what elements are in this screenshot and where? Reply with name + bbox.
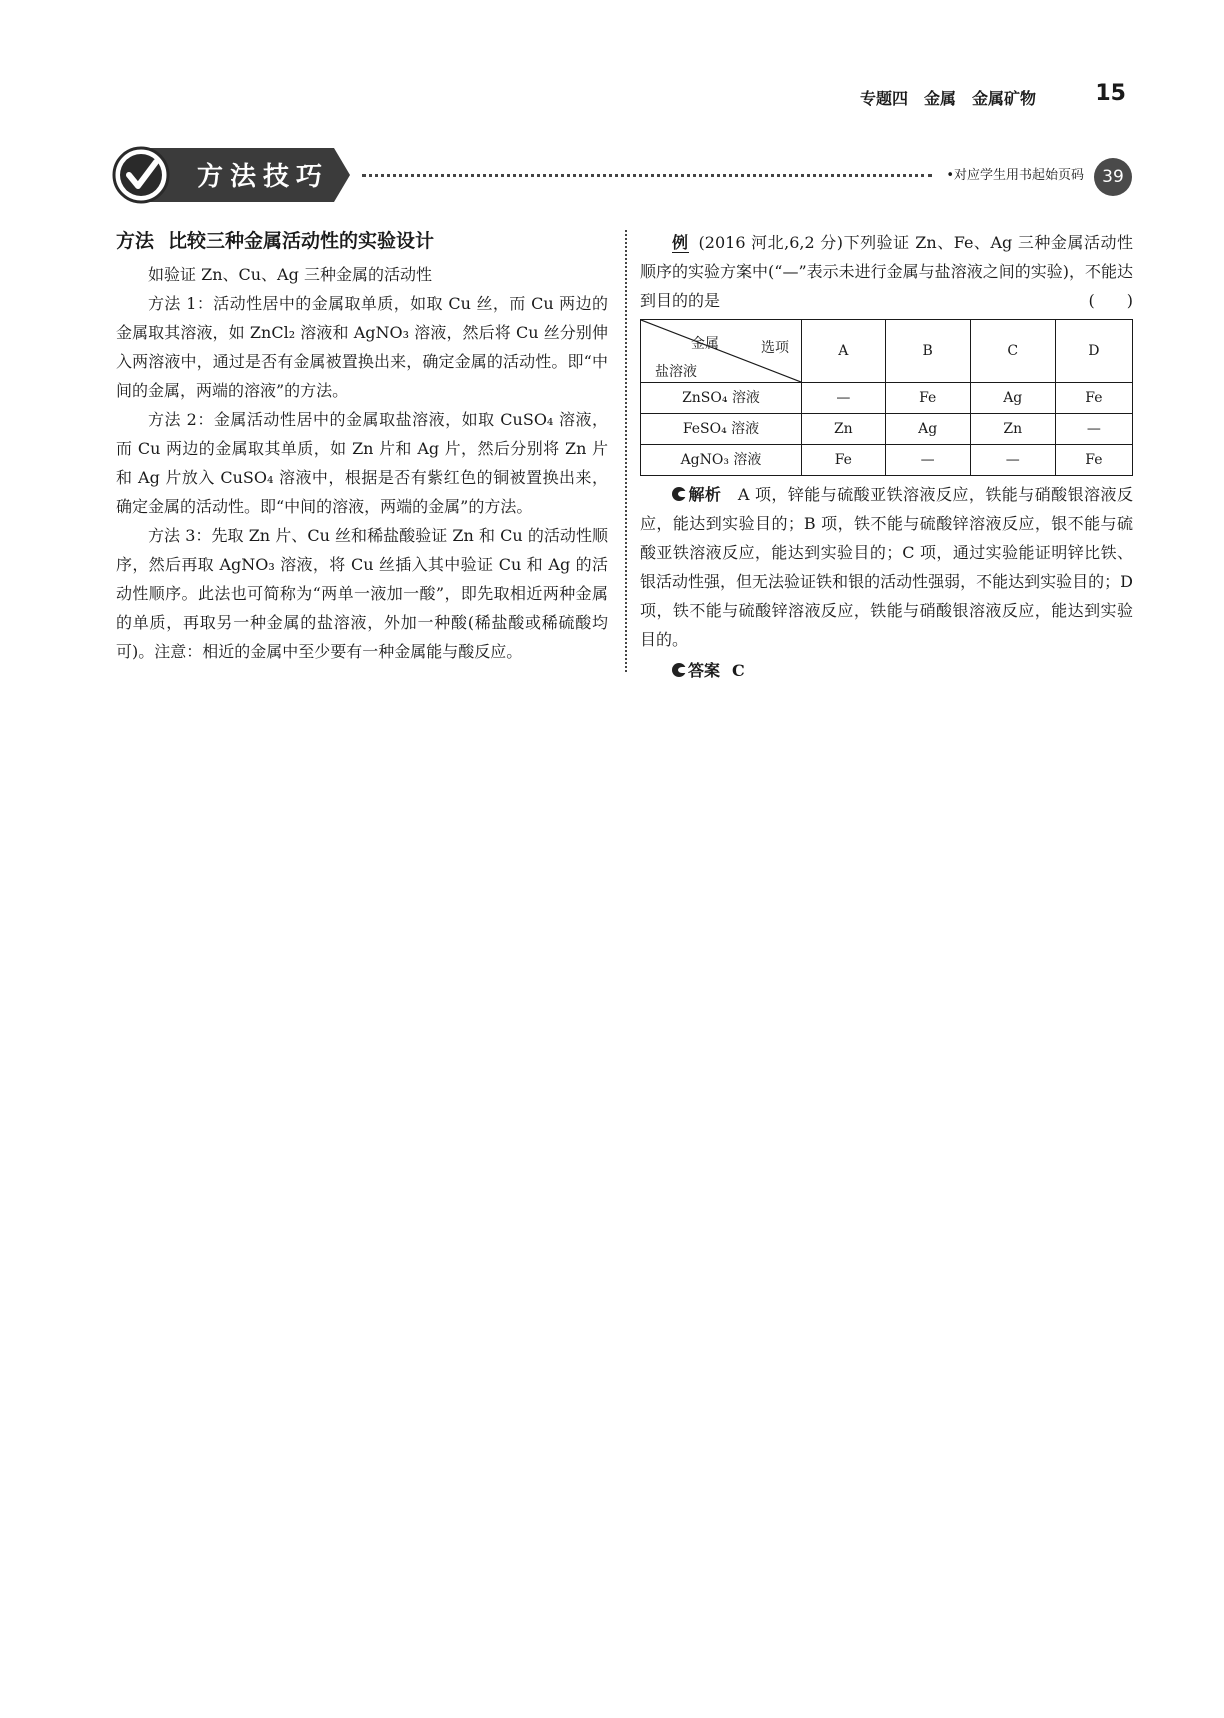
table-cell: Ag: [970, 383, 1055, 414]
table-cell: —: [885, 445, 970, 476]
method-paragraph-1: 方法 1：活动性居中的金属取单质，如取 Cu 丝，而 Cu 两边的金属取其溶液，如 ZnCl₂ 溶液和 AgNO₃ 溶液，然后将 Cu 丝分别伸入两溶液中，通过是否有金属被置换出来，确定金属的活动性。即“中间的金属，两端的溶液”的方法。: [116, 294, 608, 400]
example-question: [640, 228, 1133, 315]
options-table: [640, 319, 1133, 476]
method-title: 比较三种金属活动性的实验设计: [168, 230, 435, 252]
table-row: [641, 383, 1133, 414]
method-intro: 如验证 Zn、Cu、Ag 三种金属的活动性: [148, 265, 432, 284]
section-banner: [112, 146, 1132, 206]
running-header: [860, 81, 1128, 114]
banner-note: •对应学生用书起始页码: [946, 168, 1084, 183]
analysis-label: 解析: [688, 485, 722, 504]
answer-bullet-icon: [672, 663, 686, 677]
question-text: (2016 河北,6,2 分)下列验证 Zn、Fe、Ag 三种金属活动性顺序的实验方案中(“—”表示未进行金属与盐溶液之间的实验)，不能达到目的的是: [640, 233, 1133, 310]
column-header: B: [885, 320, 970, 383]
table-cell: —: [802, 383, 886, 414]
table-cell: —: [1055, 414, 1132, 445]
example-label: 例: [672, 233, 689, 252]
table-cell: Ag: [885, 414, 970, 445]
banner-title: 方法技巧: [196, 162, 329, 192]
table-row: [641, 445, 1133, 476]
page-ref-badge: 39: [1094, 158, 1132, 196]
row-salt-label: FeSO₄ 溶液: [641, 414, 802, 445]
column-divider: [625, 230, 627, 672]
answer-value: C: [732, 661, 745, 680]
table-cell: Zn: [970, 414, 1055, 445]
row-salt-label: ZnSO₄ 溶液: [641, 383, 802, 414]
table-cell: Fe: [802, 445, 886, 476]
method-paragraph-3: 方法 3：先取 Zn 片、Cu 丝和稀盐酸验证 Zn 和 Cu 的活动性顺序，然后再取 AgNO₃ 溶液，将 Cu 丝插入其中验证 Cu 和 Ag 的活动性顺序。此法也可简称为“两单一液加一酸”，即先取相近两种金属的单质，再取另一种金属的盐溶液，外加一种酸(稀盐酸或稀硫酸均可)。注意：相近的金属中至少要有一种金属能与酸反应。: [116, 526, 608, 661]
method-column: [116, 228, 608, 666]
method-paragraph-2: 方法 2：金属活动性居中的金属取盐溶液，如取 CuSO₄ 溶液，而 Cu 两边的金属取其单质，如 Zn 片和 Ag 片，然后分别将 Zn 片和 Ag 片放入 CuSO₄ 溶液中，根据是否有紫红色的铜被置换出来，确定金属的活动性。即“中间的溶液，两端的金属”的方法。: [116, 410, 608, 516]
corner-salt-label: 盐溶液: [655, 364, 697, 380]
answer-blank: ( ): [1088, 291, 1133, 310]
page-number: 15: [1095, 81, 1126, 106]
row-salt-label: AgNO₃ 溶液: [641, 445, 802, 476]
table-row: [641, 414, 1133, 445]
table-header-row: [641, 320, 1133, 383]
table-corner-cell: [641, 320, 802, 383]
dotted-leader: [362, 174, 932, 177]
table-cell: Fe: [885, 383, 970, 414]
chapter-title: 专题四 金属 金属矿物: [860, 89, 1037, 108]
table-cell: Fe: [1055, 445, 1132, 476]
table-cell: —: [970, 445, 1055, 476]
corner-option-label: 选项: [761, 340, 789, 356]
answer-label: 答案: [688, 661, 721, 680]
answer: [640, 656, 1133, 685]
method-heading: [116, 228, 608, 254]
example-column: [640, 228, 1133, 685]
column-header: D: [1055, 320, 1132, 383]
analysis-text: A 项，锌能与硫酸亚铁溶液反应，铁能与硝酸银溶液反应，能达到实验目的；B 项，铁不能与硫酸锌溶液反应，银不能与硫酸亚铁溶液反应，能达到实验目的；C 项，通过实验能证明锌比铁、银活动性强，但无法验证铁和银的活动性强弱，不能达到实验目的；D 项，铁不能与硫酸锌溶液反应，铁能与硝酸银溶液反应，能达到实验目的。: [640, 485, 1133, 649]
table-cell: Zn: [802, 414, 886, 445]
method-label: 方法: [116, 230, 155, 252]
column-header: A: [802, 320, 886, 383]
corner-metal-label: 金属: [691, 336, 719, 352]
column-header: C: [970, 320, 1055, 383]
table-cell: Fe: [1055, 383, 1132, 414]
analysis-bullet-icon: [672, 487, 686, 501]
analysis: [640, 480, 1133, 654]
